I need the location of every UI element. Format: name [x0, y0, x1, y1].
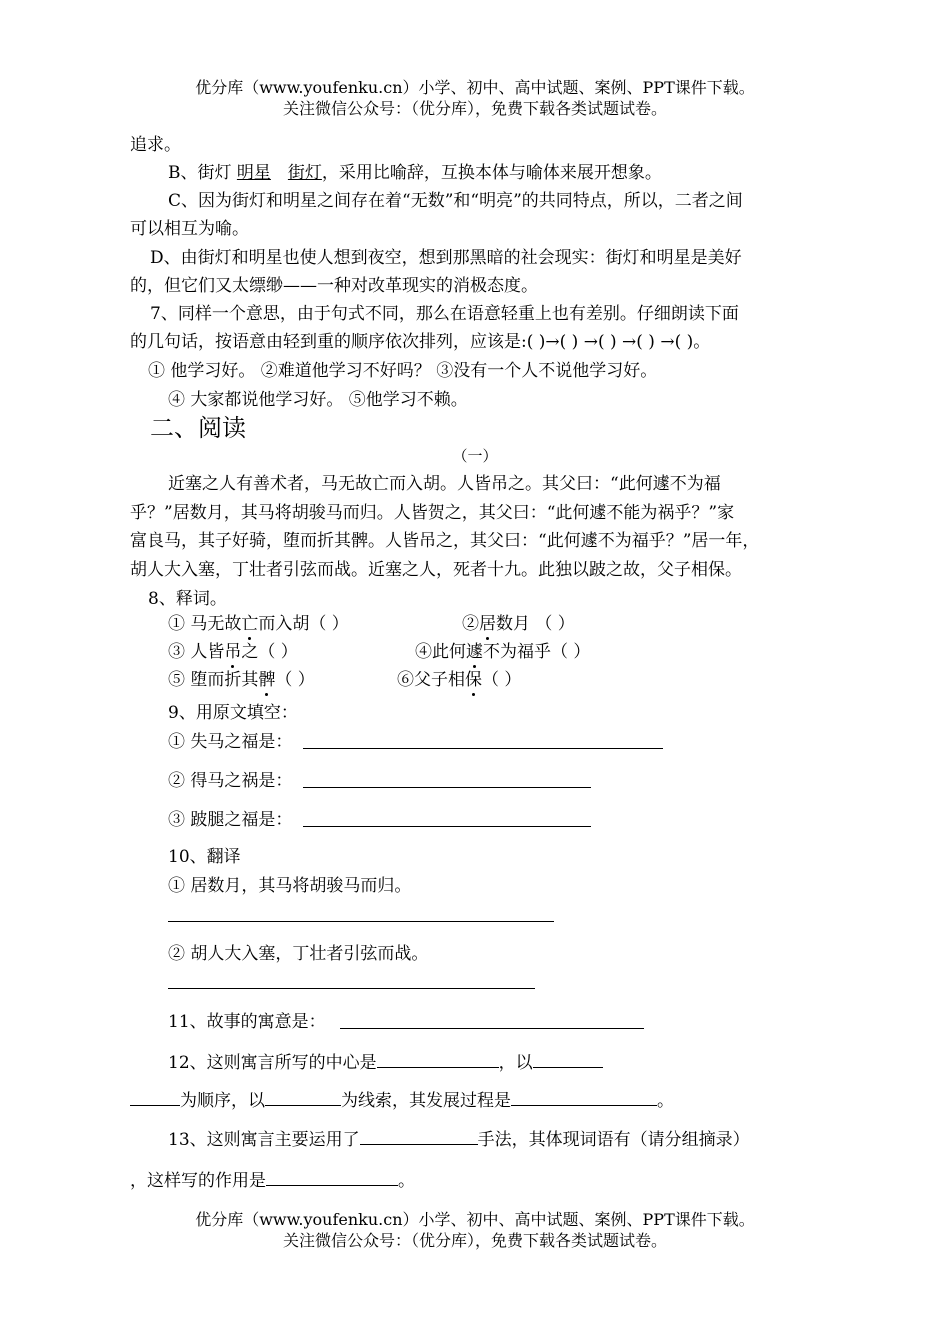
q8-item-6 — [397, 669, 521, 691]
q10-item-1-answer-line[interactable] — [168, 921, 554, 922]
q13-part-a: 13、这则寓言主要运用了 — [168, 1130, 360, 1150]
q12-blank-order-cont[interactable] — [130, 1088, 180, 1106]
q12-part-b: ，以 — [498, 1053, 533, 1073]
q8-title: 8、释词。 — [148, 589, 227, 609]
q9-item-3-answer-line[interactable] — [303, 826, 591, 827]
q12-blank-order[interactable] — [533, 1050, 603, 1068]
q12-line1 — [168, 1050, 603, 1074]
page-footer-line2: 关注微信公众号：（优分库），免费下载各类试题试卷。 — [282, 1231, 667, 1250]
q12-blank-process[interactable] — [511, 1088, 657, 1106]
q6-option-c-line1: C、因为街灯和明星之间存在着“无数”和“明亮”的共同特点，所以，二者之间 — [168, 191, 743, 211]
q12-part-e: 。 — [657, 1091, 674, 1111]
q13-blank-technique[interactable] — [360, 1127, 478, 1145]
q12-part-d: 为线索，其发展过程是 — [341, 1091, 511, 1111]
q13-blank-effect[interactable] — [266, 1168, 398, 1186]
q7-sentences-1: ① 他学习好。 ②难道他学习不好吗？ ③没有一个人不说他学习好。 — [148, 361, 658, 381]
q12-part-c: 为顺序，以 — [180, 1091, 265, 1111]
q7-sentences-2: ④ 大家都说他学习好。 ⑤他学习不赖。 — [168, 390, 468, 410]
q8-item-6-pre: ⑥父子相 — [397, 670, 465, 690]
q10-item-2-answer-line[interactable] — [168, 988, 535, 989]
q8-item-1-pre: ① 马无故 — [168, 614, 242, 634]
q12-line2 — [130, 1088, 674, 1112]
q8-item-1-post: 而入胡（ ） — [258, 614, 349, 634]
passage-line-2: 乎？”居数月，其马将胡骏马而归。人皆贺之，其父曰：“此何遽不能为祸乎？”家 — [130, 503, 735, 523]
passage-line-1: 近塞之人有善术者，马无故亡而入胡。人皆吊之。其父曰：“此何遽不为福 — [168, 474, 721, 494]
q8-item-3 — [168, 641, 298, 663]
page-header-line2: 关注微信公众号：（优分库），免费下载各类试题试卷。 — [282, 99, 667, 118]
q8-item-5-pre: ⑤ 堕而折其 — [168, 670, 259, 690]
q8-item-3-key: 吊 — [224, 642, 242, 662]
q8-item-5-post: （ ） — [275, 670, 315, 690]
section-subtitle: （一） — [452, 447, 498, 465]
passage-line-4: 胡人大入塞，丁壮者引弦而战。近塞之人，死者十九。此独以跛之故，父子相保。 — [130, 560, 742, 580]
q8-item-4-key: 遽 — [466, 642, 483, 662]
page-footer-line1: 优分库（www.youfenku.cn）小学、初中、高中试题、案例、PPT课件下载。 — [195, 1210, 755, 1229]
q6-option-c-line2: 可以相互为喻。 — [130, 219, 249, 239]
q6-b-gap — [271, 163, 288, 183]
q8-item-5-key: 髀 — [258, 670, 276, 690]
q8-item-4 — [415, 641, 590, 663]
q6-option-d-line1: D、由街灯和明星也使人想到夜空，想到那黑暗的社会现实：街灯和明星是美好 — [150, 248, 742, 268]
q8-item-4-post: 不为福乎（ ） — [483, 642, 591, 662]
q8-item-3-pre: ③ 人皆 — [168, 642, 225, 662]
q7-line1: 7、同样一个意思，由于句式不同，那么在语意轻重上也有差别。仔细朗读下面 — [150, 304, 739, 324]
q6-option-d-line2: 的，但它们又太缥缈——一种对改革现实的消极态度。 — [130, 276, 538, 296]
q13-part-b: 手法，其体现词语有（请分组摘录） — [477, 1130, 750, 1150]
q9-item-2-answer-line[interactable] — [303, 787, 591, 788]
q8-item-3-post: 之（ ） — [241, 642, 298, 662]
q9-title: 9、用原文填空： — [168, 703, 298, 723]
q10-title: 10、翻译 — [168, 847, 241, 867]
q13-part-c: ，这样写的作用是 — [130, 1171, 266, 1191]
q8-item-6-key: 保 — [465, 670, 482, 690]
q6-b-suffix: ，采用比喻辞，互换本体与喻体来展开想象。 — [321, 163, 662, 183]
q8-item-2 — [462, 613, 575, 635]
passage-line-3: 富良马，其子好骑，堕而折其髀。人皆吊之，其父曰：“此何遽不为福乎？”居一年， — [130, 531, 760, 551]
q13-part-d: 。 — [398, 1171, 415, 1191]
q8-item-4-pre: ④此何 — [415, 642, 466, 662]
q11-text: 11、故事的寓意是： — [168, 1012, 326, 1032]
q10-item-2: ② 胡人大入塞，丁壮者引弦而战。 — [168, 944, 429, 964]
q12-blank-center[interactable] — [377, 1050, 499, 1068]
q7-line2: 的几句话，按语意由轻到重的顺序依次排列，应该是:( )→( ) →( ) →( ) →( )。 — [130, 332, 711, 352]
q8-item-1 — [168, 613, 349, 635]
q13-line1 — [168, 1127, 750, 1151]
q8-item-2-pre: ② — [462, 614, 479, 634]
q8-item-1-key: 亡 — [241, 614, 259, 634]
q9-item-2: ② 得马之祸是： — [168, 771, 293, 791]
q8-item-2-key: 居 — [479, 614, 496, 634]
q12-blank-clue[interactable] — [265, 1088, 341, 1106]
q9-item-1: ① 失马之福是： — [168, 732, 293, 752]
q6-option-b — [168, 162, 662, 184]
q9-item-3: ③ 跛腿之福是： — [168, 810, 293, 830]
q8-item-6-post: （ ） — [482, 670, 522, 690]
q13-line2 — [130, 1168, 415, 1192]
q9-item-1-answer-line[interactable] — [303, 748, 663, 749]
q11-answer-line[interactable] — [340, 1028, 644, 1029]
q6-b-word1: 明星 — [236, 163, 271, 183]
q8-item-5 — [168, 669, 315, 691]
q6-b-word2: 街灯 — [287, 163, 322, 183]
q6-b-prefix: B、街灯 — [168, 163, 237, 183]
page-header-line1: 优分库（www.youfenku.cn）小学、初中、高中试题、案例、PPT课件下载。 — [195, 78, 755, 97]
q10-item-1: ① 居数月，其马将胡骏马而归。 — [168, 876, 412, 896]
q8-item-2-post: 数月 （ ） — [496, 614, 575, 634]
q12-part-a: 12、这则寓言所写的中心是 — [168, 1053, 377, 1073]
section-title-reading: 二、阅读 — [150, 414, 246, 442]
q6-continuation: 追求。 — [130, 135, 181, 155]
